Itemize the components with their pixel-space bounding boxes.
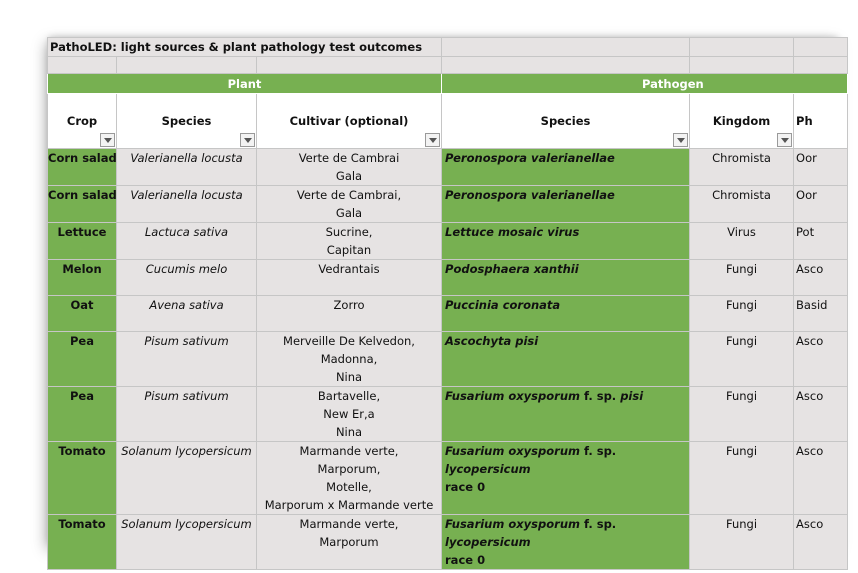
column-header-label: Kingdom [712, 114, 771, 128]
filter-dropdown-icon[interactable] [777, 133, 792, 147]
table-row [48, 186, 848, 223]
cell-plant-species[interactable]: Avena sativa [117, 296, 257, 332]
table-row [48, 387, 848, 442]
cell-kingdom[interactable]: Fungi [690, 387, 794, 442]
cultivar-line: Bartavelle, [317, 389, 381, 403]
cell-kingdom[interactable]: Fungi [690, 442, 794, 515]
cultivar-line: Marmande verte, [299, 444, 399, 458]
cell-cultivar[interactable] [257, 442, 442, 515]
cell-kingdom[interactable]: Chromista [690, 149, 794, 186]
cell-plant-species[interactable]: Valerianella locusta [117, 149, 257, 186]
filter-dropdown-icon[interactable] [673, 133, 688, 147]
cultivar-line: Verte de Cambrai, [296, 188, 402, 202]
cell-phylum[interactable]: Asco [794, 387, 848, 442]
cell-cultivar[interactable] [257, 149, 442, 186]
pathogen-name-part: Puccinia coronata [445, 298, 561, 312]
cell-kingdom[interactable]: Fungi [690, 260, 794, 296]
cell-crop[interactable]: Lettuce [48, 223, 117, 260]
cultivar-line: Marmande verte, [299, 517, 399, 531]
cell-plant-species[interactable]: Cucumis melo [117, 260, 257, 296]
cultivar-line: Verte de Cambrai [298, 151, 400, 165]
cell-phylum[interactable]: Oor [794, 186, 848, 223]
cell-pathogen-species[interactable] [442, 260, 690, 296]
cultivar-line: Marporum, [317, 462, 381, 476]
table-row [48, 296, 848, 332]
pathogen-name-part: Ascochyta pisi [445, 334, 539, 348]
cell-cultivar[interactable] [257, 515, 442, 570]
cell-crop[interactable]: Corn salad [48, 186, 117, 223]
table-row [48, 442, 848, 515]
cell-kingdom[interactable]: Virus [690, 223, 794, 260]
cultivar-line: Nina [335, 425, 363, 439]
group-header-pathogen[interactable]: Pathogen [442, 74, 848, 94]
cultivar-line: Madonna, [320, 352, 378, 366]
empty-cell[interactable] [257, 57, 442, 74]
empty-cell[interactable] [690, 57, 794, 74]
column-header-label: Cultivar (optional) [289, 114, 409, 128]
table-row [48, 332, 848, 387]
cultivar-line: Motelle, [326, 480, 372, 494]
cultivar-line: Gala [335, 169, 363, 183]
cell-pathogen-species[interactable] [442, 223, 690, 260]
cultivar-line: Vedrantais [318, 262, 380, 276]
column-header-label: Species [540, 114, 591, 128]
pathogen-name-part: Peronospora valerianellae [445, 188, 615, 202]
cell-pathogen-species[interactable] [442, 296, 690, 332]
cell-phylum[interactable]: Basid [794, 296, 848, 332]
filter-dropdown-icon[interactable] [425, 133, 440, 147]
table-row [48, 149, 848, 186]
cell-phylum[interactable]: Asco [794, 515, 848, 570]
empty-cell[interactable] [48, 57, 117, 74]
pathogen-name-part: f. sp. [579, 444, 617, 458]
empty-cell[interactable] [794, 38, 848, 57]
cell-crop[interactable]: Pea [48, 332, 117, 387]
cultivar-line: Zorro [333, 298, 365, 312]
filter-dropdown-icon[interactable] [240, 133, 255, 147]
cell-phylum[interactable]: Oor [794, 149, 848, 186]
filter-dropdown-icon[interactable] [100, 133, 115, 147]
empty-cell[interactable] [117, 57, 257, 74]
cell-plant-species[interactable]: Pisum sativum [117, 332, 257, 387]
cell-kingdom[interactable]: Chromista [690, 186, 794, 223]
pathogen-name-part: Fusarium oxysporum [445, 444, 580, 458]
cell-cultivar[interactable] [257, 387, 442, 442]
cell-cultivar[interactable] [257, 332, 442, 387]
cell-phylum[interactable]: Asco [794, 442, 848, 515]
cell-plant-species[interactable]: Pisum sativum [117, 387, 257, 442]
cell-kingdom[interactable]: Fungi [690, 296, 794, 332]
column-header-species[interactable] [117, 94, 257, 149]
cell-crop[interactable]: Melon [48, 260, 117, 296]
cell-crop[interactable]: Pea [48, 387, 117, 442]
cell-cultivar[interactable] [257, 223, 442, 260]
cell-crop[interactable]: Corn salad [48, 149, 117, 186]
column-header-kingdom[interactable] [690, 94, 794, 149]
cell-pathogen-species[interactable] [442, 442, 690, 515]
table-row [48, 260, 848, 296]
column-header-phylum[interactable] [794, 94, 848, 149]
cell-pathogen-species[interactable] [442, 515, 690, 570]
cell-phylum[interactable]: Asco [794, 260, 848, 296]
cell-phylum[interactable]: Pot [794, 223, 848, 260]
cell-plant-species[interactable]: Solanum lycopersicum [117, 442, 257, 515]
column-header-label: Species [161, 114, 212, 128]
column-header-label: Ph [796, 114, 813, 128]
cell-plant-species[interactable]: Lactuca sativa [117, 223, 257, 260]
cultivar-line: Capitan [326, 243, 372, 257]
cell-crop[interactable]: Tomato [48, 515, 117, 570]
cultivar-line: Gala [335, 206, 363, 220]
pathogen-name-part: Podosphaera xanthii [445, 262, 579, 276]
pathogen-name-part: Peronospora valerianellae [445, 151, 615, 165]
pathogen-name-part: f. sp. [579, 389, 621, 403]
sheet-title[interactable]: PathoLED: light sources & plant pathology test outcomes [48, 38, 442, 57]
cell-crop[interactable]: Tomato [48, 442, 117, 515]
empty-cell[interactable] [442, 38, 690, 57]
cell-pathogen-species[interactable] [442, 387, 690, 442]
column-header-pathogen-species[interactable] [442, 94, 690, 149]
column-header-cultivar[interactable] [257, 94, 442, 149]
cell-cultivar[interactable] [257, 260, 442, 296]
cell-plant-species[interactable]: Valerianella locusta [117, 186, 257, 223]
cultivar-line: Marporum x Marmande verte [264, 498, 434, 512]
empty-cell[interactable] [690, 38, 794, 57]
table-row [48, 223, 848, 260]
cell-pathogen-species[interactable] [442, 149, 690, 186]
pathogen-name-part: Fusarium oxysporum [445, 517, 580, 531]
column-header-crop[interactable] [48, 94, 117, 149]
cell-phylum[interactable]: Asco [794, 332, 848, 387]
pathogen-name-part: lycopersicum [445, 535, 531, 549]
pathogen-name-part: Lettuce mosaic virus [445, 225, 580, 239]
table-row [48, 515, 848, 570]
cultivar-line: New Er,a [323, 407, 375, 421]
cell-cultivar[interactable] [257, 186, 442, 223]
cell-kingdom[interactable]: Fungi [690, 515, 794, 570]
column-header-label: Crop [66, 114, 98, 128]
cell-kingdom[interactable]: Fungi [690, 332, 794, 387]
cell-crop[interactable]: Oat [48, 296, 117, 332]
spreadsheet-viewport [47, 37, 836, 567]
pathogen-name-part: f. sp. [579, 517, 617, 531]
cell-pathogen-species[interactable] [442, 332, 690, 387]
data-table [47, 37, 848, 570]
cell-plant-species[interactable]: Solanum lycopersicum [117, 515, 257, 570]
cell-cultivar[interactable] [257, 296, 442, 332]
pathogen-name-part: race 0 [445, 553, 486, 567]
cultivar-line: Nina [335, 370, 363, 384]
empty-cell[interactable] [794, 57, 848, 74]
empty-cell[interactable] [442, 57, 690, 74]
cultivar-line: Sucrine, [325, 225, 373, 239]
pathogen-name-part: race 0 [445, 480, 486, 494]
pathogen-name-part: Fusarium oxysporum [445, 389, 580, 403]
cultivar-line: Merveille De Kelvedon, [283, 334, 415, 348]
pathogen-name-part: pisi [620, 389, 644, 403]
group-header-plant[interactable]: Plant [48, 74, 442, 94]
cultivar-line: Marporum [319, 535, 379, 549]
pathogen-name-part: lycopersicum [445, 462, 531, 476]
cell-pathogen-species[interactable] [442, 186, 690, 223]
